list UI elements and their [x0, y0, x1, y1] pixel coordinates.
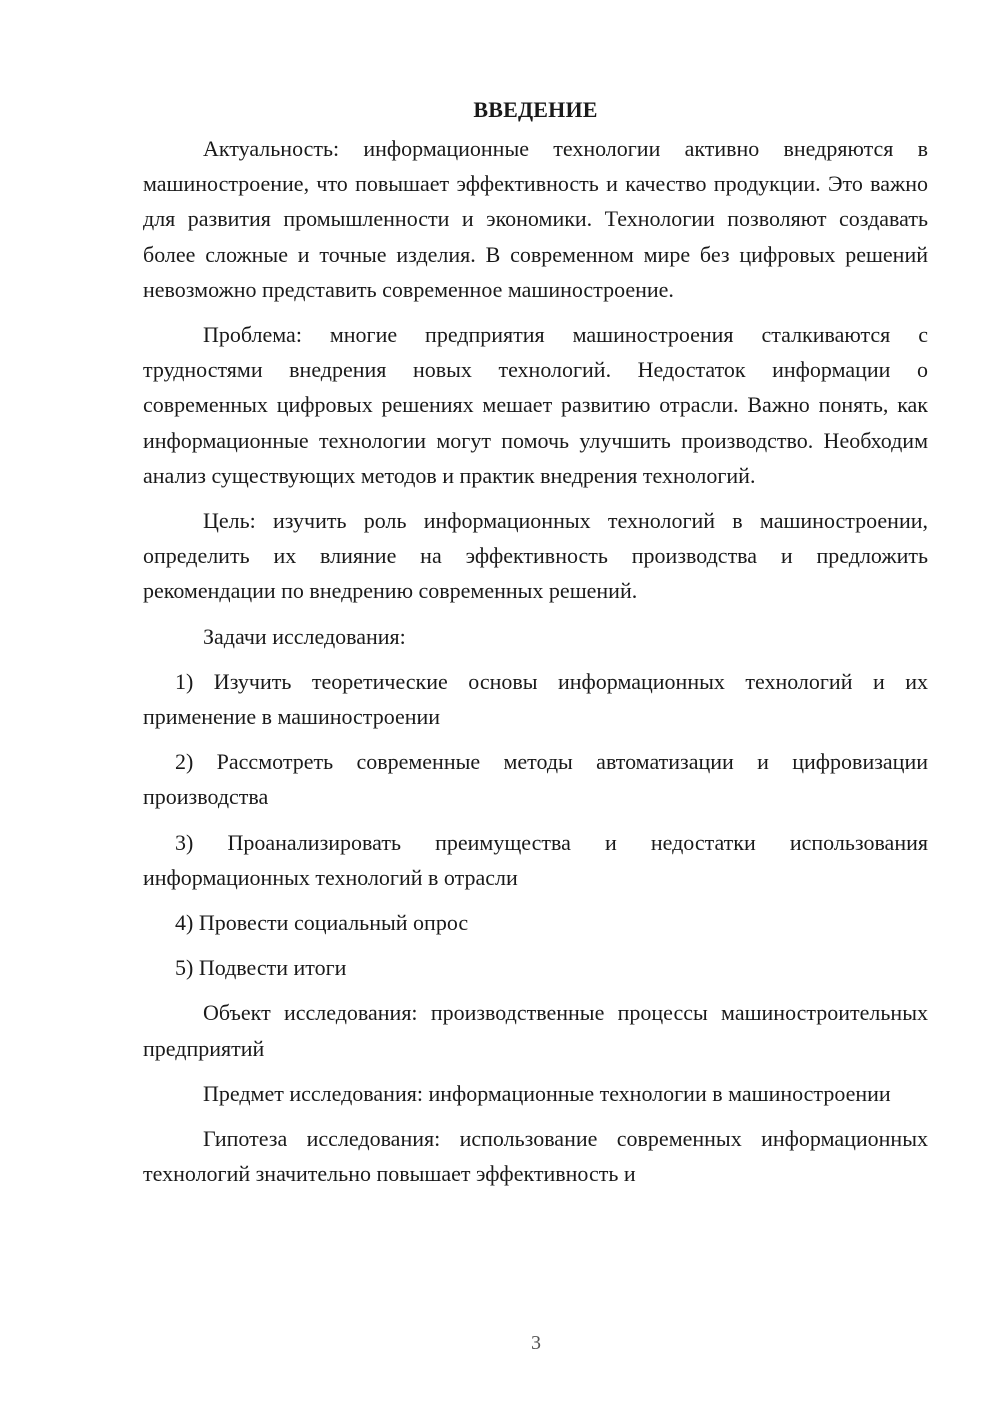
- task-item: 1) Изучить теоретические основы информационных технологий и их применение в машиностроении: [143, 668, 928, 730]
- paragraph-problem: Проблема: многие предприятия машиностроения сталкиваются с трудностями внедрения новых технологий. Недостаток информации о современных цифровых решениях мешает развитию отрасли. Важно понять, как информационные технологии могут помочь улучшить производство. Необходим анализ существующих методов и практик внедрения технологий.: [143, 322, 928, 488]
- task-item: 4) Провести социальный опрос: [175, 910, 469, 936]
- paragraph-subject: Предмет исследования: информационные технологии в машиностроении: [203, 1080, 891, 1106]
- tasks-list: [143, 664, 928, 986]
- page-title: ВВЕДЕНИЕ: [473, 97, 598, 122]
- paragraph-relevance: Актуальность: информационные технологии активно внедряются в машиностроение, что повышает эффективность и качество продукции. Это важно для развития промышленности и экономики. Технологии позволяют создавать более сложные и точные изделия. В современном мире без цифровых решений невозможно представить современное машиностроение.: [143, 136, 928, 302]
- task-item: 5) Подвести итоги: [175, 955, 347, 981]
- task-item: 2) Рассмотреть современные методы автоматизации и цифровизации производства: [143, 749, 928, 810]
- tasks-heading: Задачи исследования:: [203, 623, 406, 649]
- task-item: 3) Проанализировать преимущества и недостатки использования информационных технологий в отрасли: [143, 829, 928, 890]
- paragraph-hypothesis: Гипотеза исследования: использование современных информационных технологий значительно повышает эффективность и: [143, 1126, 928, 1187]
- page-number: 3: [531, 1332, 541, 1354]
- paragraph-object: Объект исследования: производственные процессы машиностроительных предприятий: [143, 1000, 928, 1061]
- paragraph-goal: Цель: изучить роль информационных технологий в машиностроении, определить их влияние на эффективность производства и предложить рекомендации по внедрению современных решений.: [143, 508, 928, 604]
- page-content: [143, 95, 928, 1201]
